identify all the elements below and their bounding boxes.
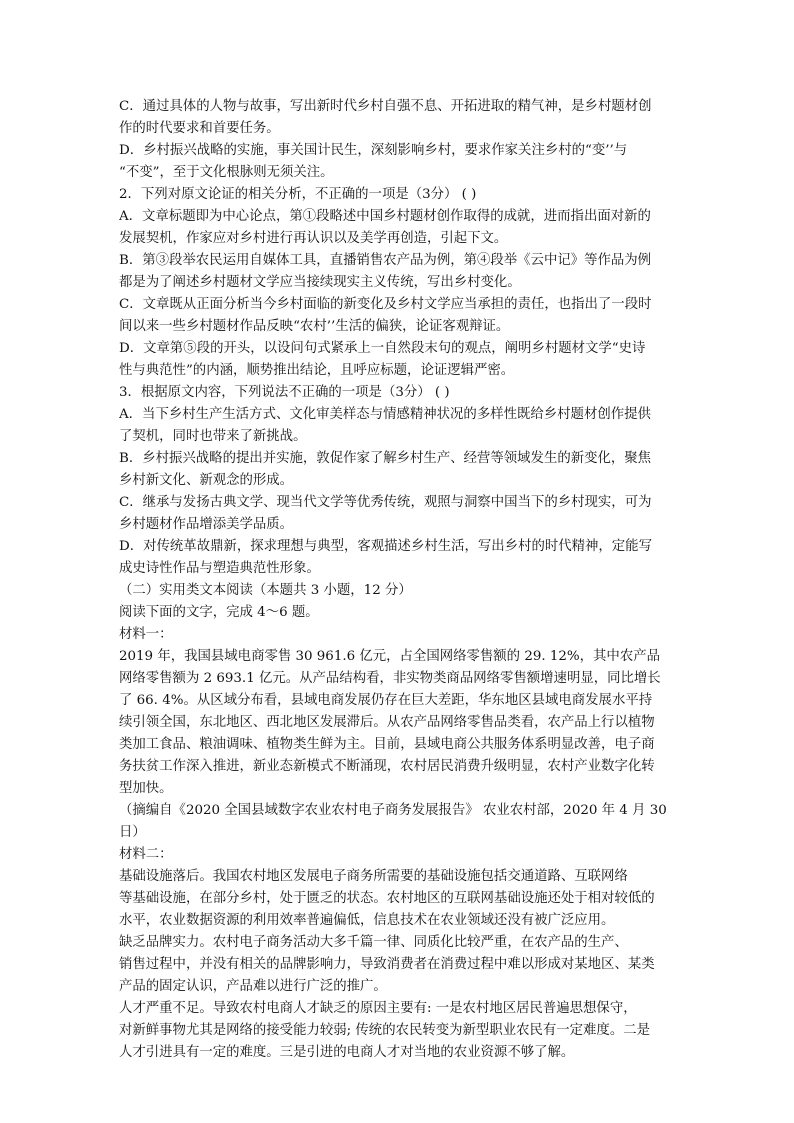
text-line: 续引领全国，东北地区、西北地区发展滞后。从农产品网络零售品类看，农产品上行以植物	[119, 715, 655, 730]
text-line: 型加快。	[119, 781, 173, 796]
text-line: 作的时代要求和首要任务。	[119, 121, 280, 136]
material-label: 材料二：	[119, 847, 173, 862]
text-line: 了 66. 4%。从区域分布看，县域电商发展仍存在巨大差距，华东地区县域电商发展水平持	[119, 693, 653, 708]
document-page	[119, 96, 679, 1064]
text-line: D．乡村振兴战略的实施，事关国计民生，深刻影响乡村，要求作家关注乡村的“变’’与	[119, 143, 628, 158]
text-line: 水平，农业数据资源的利用效率普遍偏低，信息技术在农业领域还没有被广泛应用。	[119, 913, 615, 928]
text-line: 2019 年，我国县域电商零售 30 961.6 亿元，占全国网络零售额的 29. 12%，其中农产品	[119, 649, 660, 664]
question-3: 3．根据原文内容，下列说法不正确的一项是（3分） ( )	[119, 385, 450, 400]
text-line: 成史诗性作品与塑造典范性形象。	[119, 561, 320, 576]
text-line: 基础设施落后。我国农村地区发展电子商务所需要的基础设施包括交通道路、互联网络	[119, 869, 628, 884]
text-line: 务扶贫工作深入推进，新业态新模式不断涌现，农村居民消费升级明显，农村产业数字化转	[119, 759, 655, 774]
source-note: 日）	[119, 825, 146, 840]
text-line: 人才引进具有一定的难度。三是引进的电商人才对当地的农业资源不够了解。	[119, 1045, 575, 1060]
text-line: D．文章第⑤段的开头，以设问句式紧承上一自然段末句的观点，阐明乡村题材文学“史诗	[119, 341, 646, 356]
text-line: 人才严重不足。导致农村电商人才缺乏的原因主要有: 一是农村地区居民普遍思想保守，	[119, 1001, 637, 1016]
text-line: 乡村题材作品增添美学品质。	[119, 517, 294, 532]
material-label: 材料一：	[119, 627, 173, 642]
text-line: 等基础设施，在部分乡村，处于匮乏的状态。农村地区的互联网基础设施还处于相对较低的	[119, 891, 655, 906]
text-line: B．乡村振兴战略的提出并实施，敦促作家了解乡村生产、经营等领域发生的新变化，聚焦	[119, 451, 652, 466]
text-line: 对新鲜事物尤其是网络的接受能力较弱; 传统的农民转变为新型职业农民有一定难度。二是	[119, 1023, 650, 1038]
text-line: 都是为了阐述乡村题材文学应当接续现实主义传统，写出乡村变化。	[119, 275, 521, 290]
text-line: 类加工食品、粮油调味、植物类生鲜为主。目前，县域电商公共服务体系明显改善，电子商	[119, 737, 655, 752]
text-line: B．第③段举农民运用自媒体工具，直播销售农产品为例，第④段举《云中记》等作品为例	[119, 253, 652, 268]
question-2: 2．下列对原文论证的相关分析，不正确的一项是（3分） ( )	[119, 187, 477, 202]
text-line: A．当下乡村生产生活方式、文化审美样态与情感精神状况的多样性既给乡村题材创作提供	[119, 407, 651, 422]
text-line: 间以来一些乡村题材作品反映“农村’’生活的偏狭，论证客观辩证。	[119, 319, 510, 334]
text-line: 销售过程中，并没有相关的品牌影响力，导致消费者在消费过程中难以形成对某地区、某类	[119, 957, 655, 972]
section-heading: （二）实用类文本阅读（本题共 3 小题，12 分）	[119, 583, 412, 598]
instruction: 阅读下面的文字，完成 4～6 题。	[119, 605, 319, 620]
text-line: 产品的固定认识，产品难以进行广泛的推广。	[119, 979, 387, 994]
text-line: 乡村新文化、新观念的形成。	[119, 473, 294, 488]
text-line: C．文章既从正面分析当今乡村面临的新变化及乡村文学应当承担的责任，也指出了一段时	[119, 297, 652, 312]
text-line: 缺乏品牌实力。农村电子商务活动大多千篇一律、同质化比较严重，在农产品的生产、	[119, 935, 628, 950]
text-line: 网络零售额为 2 693.1 亿元。从产品结构看，非实物类商品网络零售额增速明显，同比增长	[119, 671, 661, 686]
text-line: C．通过具体的人物与故事，写出新时代乡村自强不息、开拓进取的精气神，是乡村题材创	[119, 99, 652, 114]
source-note: （摘编自《2020 全国县域数字农业农村电子商务发展报告》 农业农村部，2020 年 4 月 30	[119, 803, 667, 818]
text-line: C．继承与发扬古典文学、现当代文学等优秀传统，观照与洞察中国当下的乡村现实，可为	[119, 495, 652, 510]
text-line: 发展契机，作家应对乡村进行再认识以及美学再创造，引起下文。	[119, 231, 508, 246]
text-line: “不变”，至于文化根脉则无须关注。	[119, 165, 334, 180]
text-line: 性与典范性”的内涵，顺势推出结论，且呼应标题，论证逻辑严密。	[119, 363, 515, 378]
text-line: A．文章标题即为中心论点，第①段略述中国乡村题材创作取得的成就，进而指出面对新的	[119, 209, 651, 224]
text-line: D．对传统革故鼎新，探求理想与典型，客观描述乡村生活，写出乡村的时代精神，定能写	[119, 539, 652, 554]
text-line: 了契机，同时也带来了新挑战。	[119, 429, 307, 444]
